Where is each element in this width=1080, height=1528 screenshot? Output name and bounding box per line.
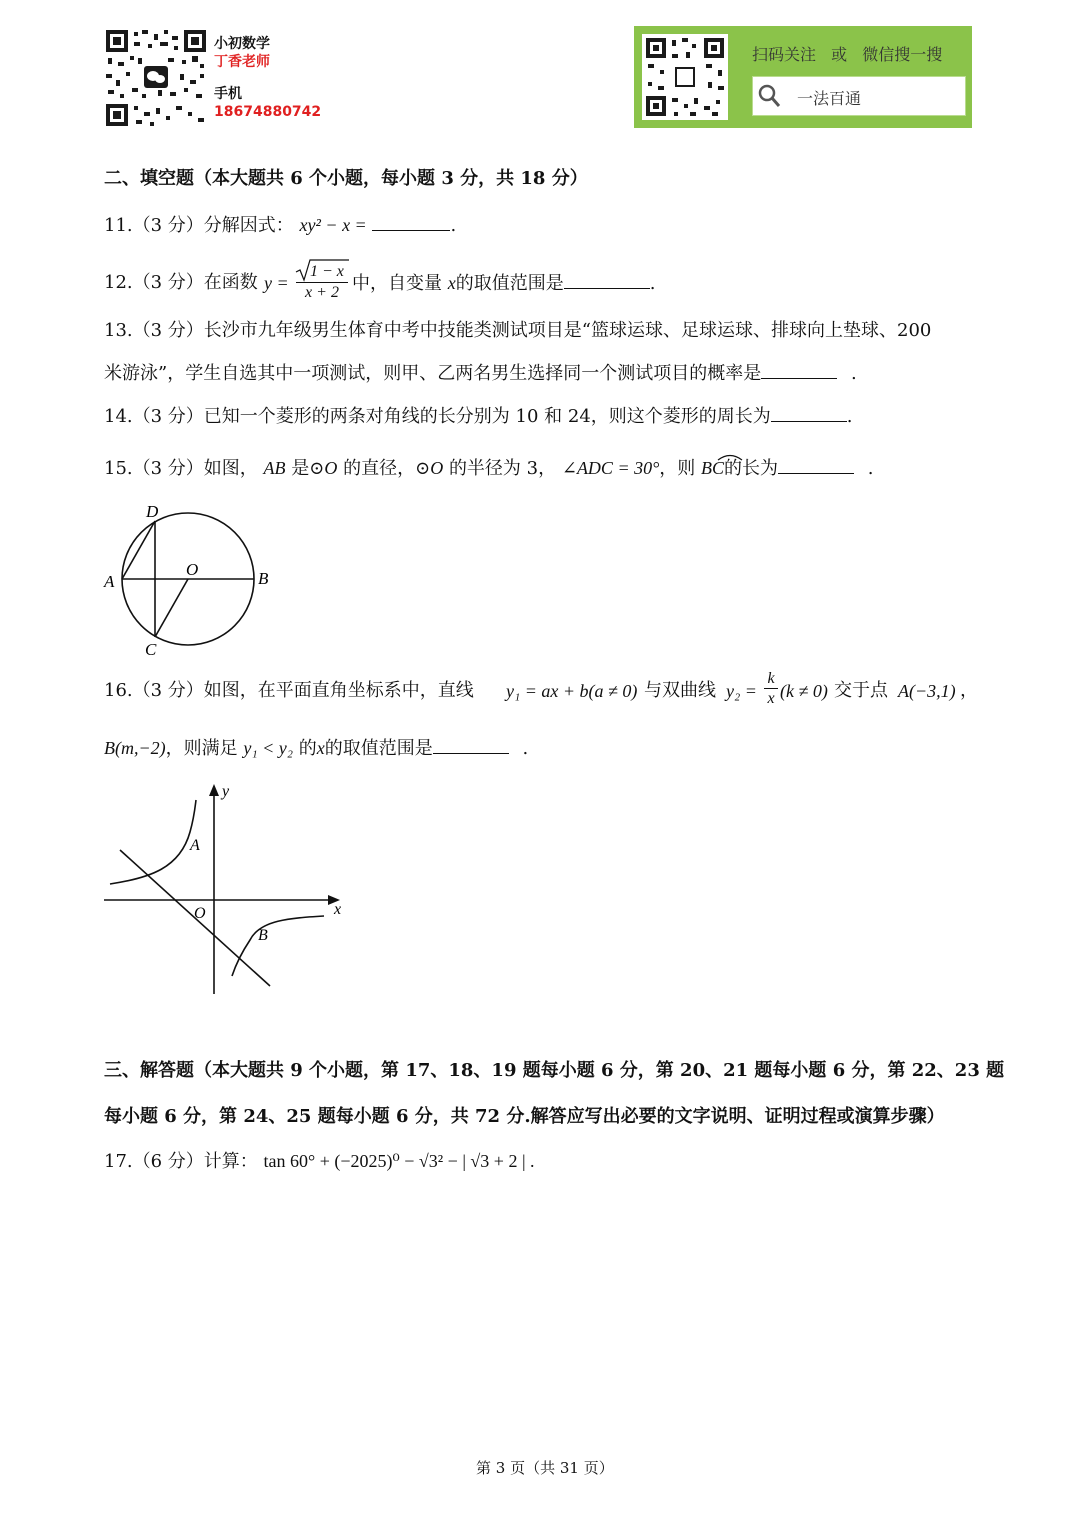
q11-stem: 11.（3 分）分解因式： [104, 215, 294, 236]
q16-t5: 的取值范围是 [324, 738, 433, 759]
q15-circle-figure [100, 500, 280, 660]
q16-point-b: B(m,−2) [104, 738, 166, 758]
q17-expression: tan 60° + (−2025)⁰ − √3² − | √3 + 2 | . [263, 1151, 535, 1171]
contact-teacher: 丁香老师 [214, 54, 270, 70]
q16-variable: x [316, 738, 325, 758]
search-text: 一法百通 [797, 89, 862, 108]
q13-answer-blank[interactable] [761, 362, 837, 379]
q15-end: . [867, 458, 874, 479]
q12-fraction [294, 258, 350, 303]
question-15 [104, 457, 874, 480]
contact-phone: 18674880742 [214, 104, 322, 120]
q16-comma: ， [960, 680, 978, 701]
q15-ab: AB [263, 458, 286, 478]
question-17 [104, 1150, 535, 1173]
q15-angle: ∠ADC = 30° [561, 458, 660, 478]
page-footer: 第 3 页（共 31 页） [476, 1459, 614, 1477]
q16-point-a: A(−3,1) [898, 681, 956, 701]
banner-or-text: 或 [831, 45, 848, 64]
banner-wechat-search-text: 微信搜一搜 [862, 45, 943, 64]
q14-text: 14.（3 分）已知一个菱形的两条对角线的长分别为 10 和 24，则这个菱形的周长为 [104, 406, 771, 427]
fig16-y-arrow [209, 784, 219, 796]
q15-o1: O [324, 458, 338, 478]
question-14 [104, 405, 853, 428]
contact-phone-label: 手机 [214, 86, 242, 102]
contact-qr-code [104, 28, 208, 128]
q11-expression: xy² − x = [299, 215, 367, 235]
fig16-label-x: x [334, 901, 342, 918]
question-11 [104, 214, 456, 237]
fig16-label-b: B [258, 927, 268, 944]
q13-line1: 13.（3 分）长沙市九年级男生体育中考中技能类测试项目是“篮球运球、足球运球、排球向上垫球、200 [104, 320, 932, 341]
q16-t4: 的 [298, 738, 317, 759]
q16-answer-blank[interactable] [433, 737, 509, 754]
fig16-hyperbola-branch-4 [232, 916, 324, 976]
q12-numerator: 1 − x [310, 263, 344, 280]
fig15-radius-oc [155, 579, 188, 637]
section-3-title-line2: 每小题 6 分，第 24、25 题每小题 6 分，共 72 分.解答应写出必要的文字说明、证明过程或演算步骤） [104, 1106, 945, 1127]
q14-end: . [846, 406, 853, 427]
question-16-line2 [104, 737, 528, 760]
fig15-label-a: A [104, 572, 115, 591]
fig15-label-o: O [186, 560, 199, 579]
q15-t3: 的半径为 3， [448, 458, 557, 479]
fig16-hyperbola-branch-2 [110, 800, 196, 884]
contact-title: 小初数学 [214, 36, 270, 52]
fig16-label-a: A [190, 837, 200, 854]
q12-stem: 12.（3 分）在函数 [104, 272, 258, 293]
q15-arc-symbol [716, 453, 744, 461]
question-13 [104, 320, 931, 385]
q12-function-y: y = [264, 273, 289, 293]
q16-hyperbola-y: y₂ = [726, 681, 757, 701]
search-icon [757, 83, 781, 109]
wechat-search-box[interactable] [752, 76, 966, 116]
q15-stem: 15.（3 分）如图， [104, 458, 258, 479]
contact-info [214, 35, 321, 121]
q16-t2: 交于点 [834, 680, 888, 701]
q12-variable: x [447, 273, 456, 293]
q16-end: . [522, 738, 529, 759]
q15-t4: ，则 [659, 458, 696, 479]
q13-end: . [850, 363, 857, 384]
q16-line-equation: y₁ = ax + b(a ≠ 0) [506, 681, 638, 701]
q15-t1: 是⊙ [291, 458, 325, 479]
fig16-label-o: O [194, 905, 206, 922]
q13-line2: 米游泳”，学生自选其中一项测试，则甲、乙两名男生选择同一个测试项目的概率是 [104, 363, 762, 384]
q16-stem: 16.（3 分）如图，在平面直角坐标系中，直线 [104, 680, 474, 701]
fig15-label-b: B [258, 569, 269, 588]
q15-arc: BC [701, 458, 725, 478]
banner-qr-code [642, 34, 728, 120]
q16-x-denominator: x [767, 690, 775, 707]
q11-end: . [450, 215, 457, 236]
q15-answer-blank[interactable] [778, 457, 854, 474]
fig15-label-c: C [145, 640, 157, 659]
q16-inequality: y₁ < y₂ [243, 738, 294, 758]
q16-condition: (k ≠ 0) [780, 681, 828, 701]
q12-mid: 中，自变量 [352, 273, 442, 294]
section-3-title-line1: 三、解答题（本大题共 9 个小题，第 17、18、19 题每小题 6 分，第 20、21 题每小题 6 分，第 22、23 题 [104, 1060, 1005, 1081]
q16-t1: 与双曲线 [644, 680, 716, 701]
q16-hyperbola-fraction [764, 670, 778, 709]
q16-k: k [767, 670, 775, 687]
q16-graph-figure [100, 780, 360, 1002]
fig16-label-y: y [222, 783, 230, 800]
q15-o2: O [430, 458, 444, 478]
q14-answer-blank[interactable] [771, 405, 847, 422]
q15-t2: 的直径，⊙ [343, 458, 431, 479]
fig15-chord-ad [122, 521, 155, 579]
section-2-title: 二、填空题（本大题共 6 个小题，每小题 3 分，共 18 分） [104, 168, 588, 189]
q15-t5: 的长为 [724, 458, 779, 479]
q12-end: . [649, 273, 656, 294]
fig15-label-d: D [146, 502, 159, 521]
q12-answer-blank[interactable] [564, 272, 650, 289]
q12-tail: 的取值范围是 [455, 273, 564, 294]
banner-scan-text: 扫码关注 [752, 45, 817, 64]
q17-stem: 17.（6 分）计算： [104, 1151, 258, 1172]
q11-answer-blank[interactable] [372, 214, 450, 231]
section-3-title [104, 1056, 1004, 1128]
q12-denominator: x + 2 [305, 284, 339, 301]
q16-t3: ，则满足 [165, 738, 238, 759]
